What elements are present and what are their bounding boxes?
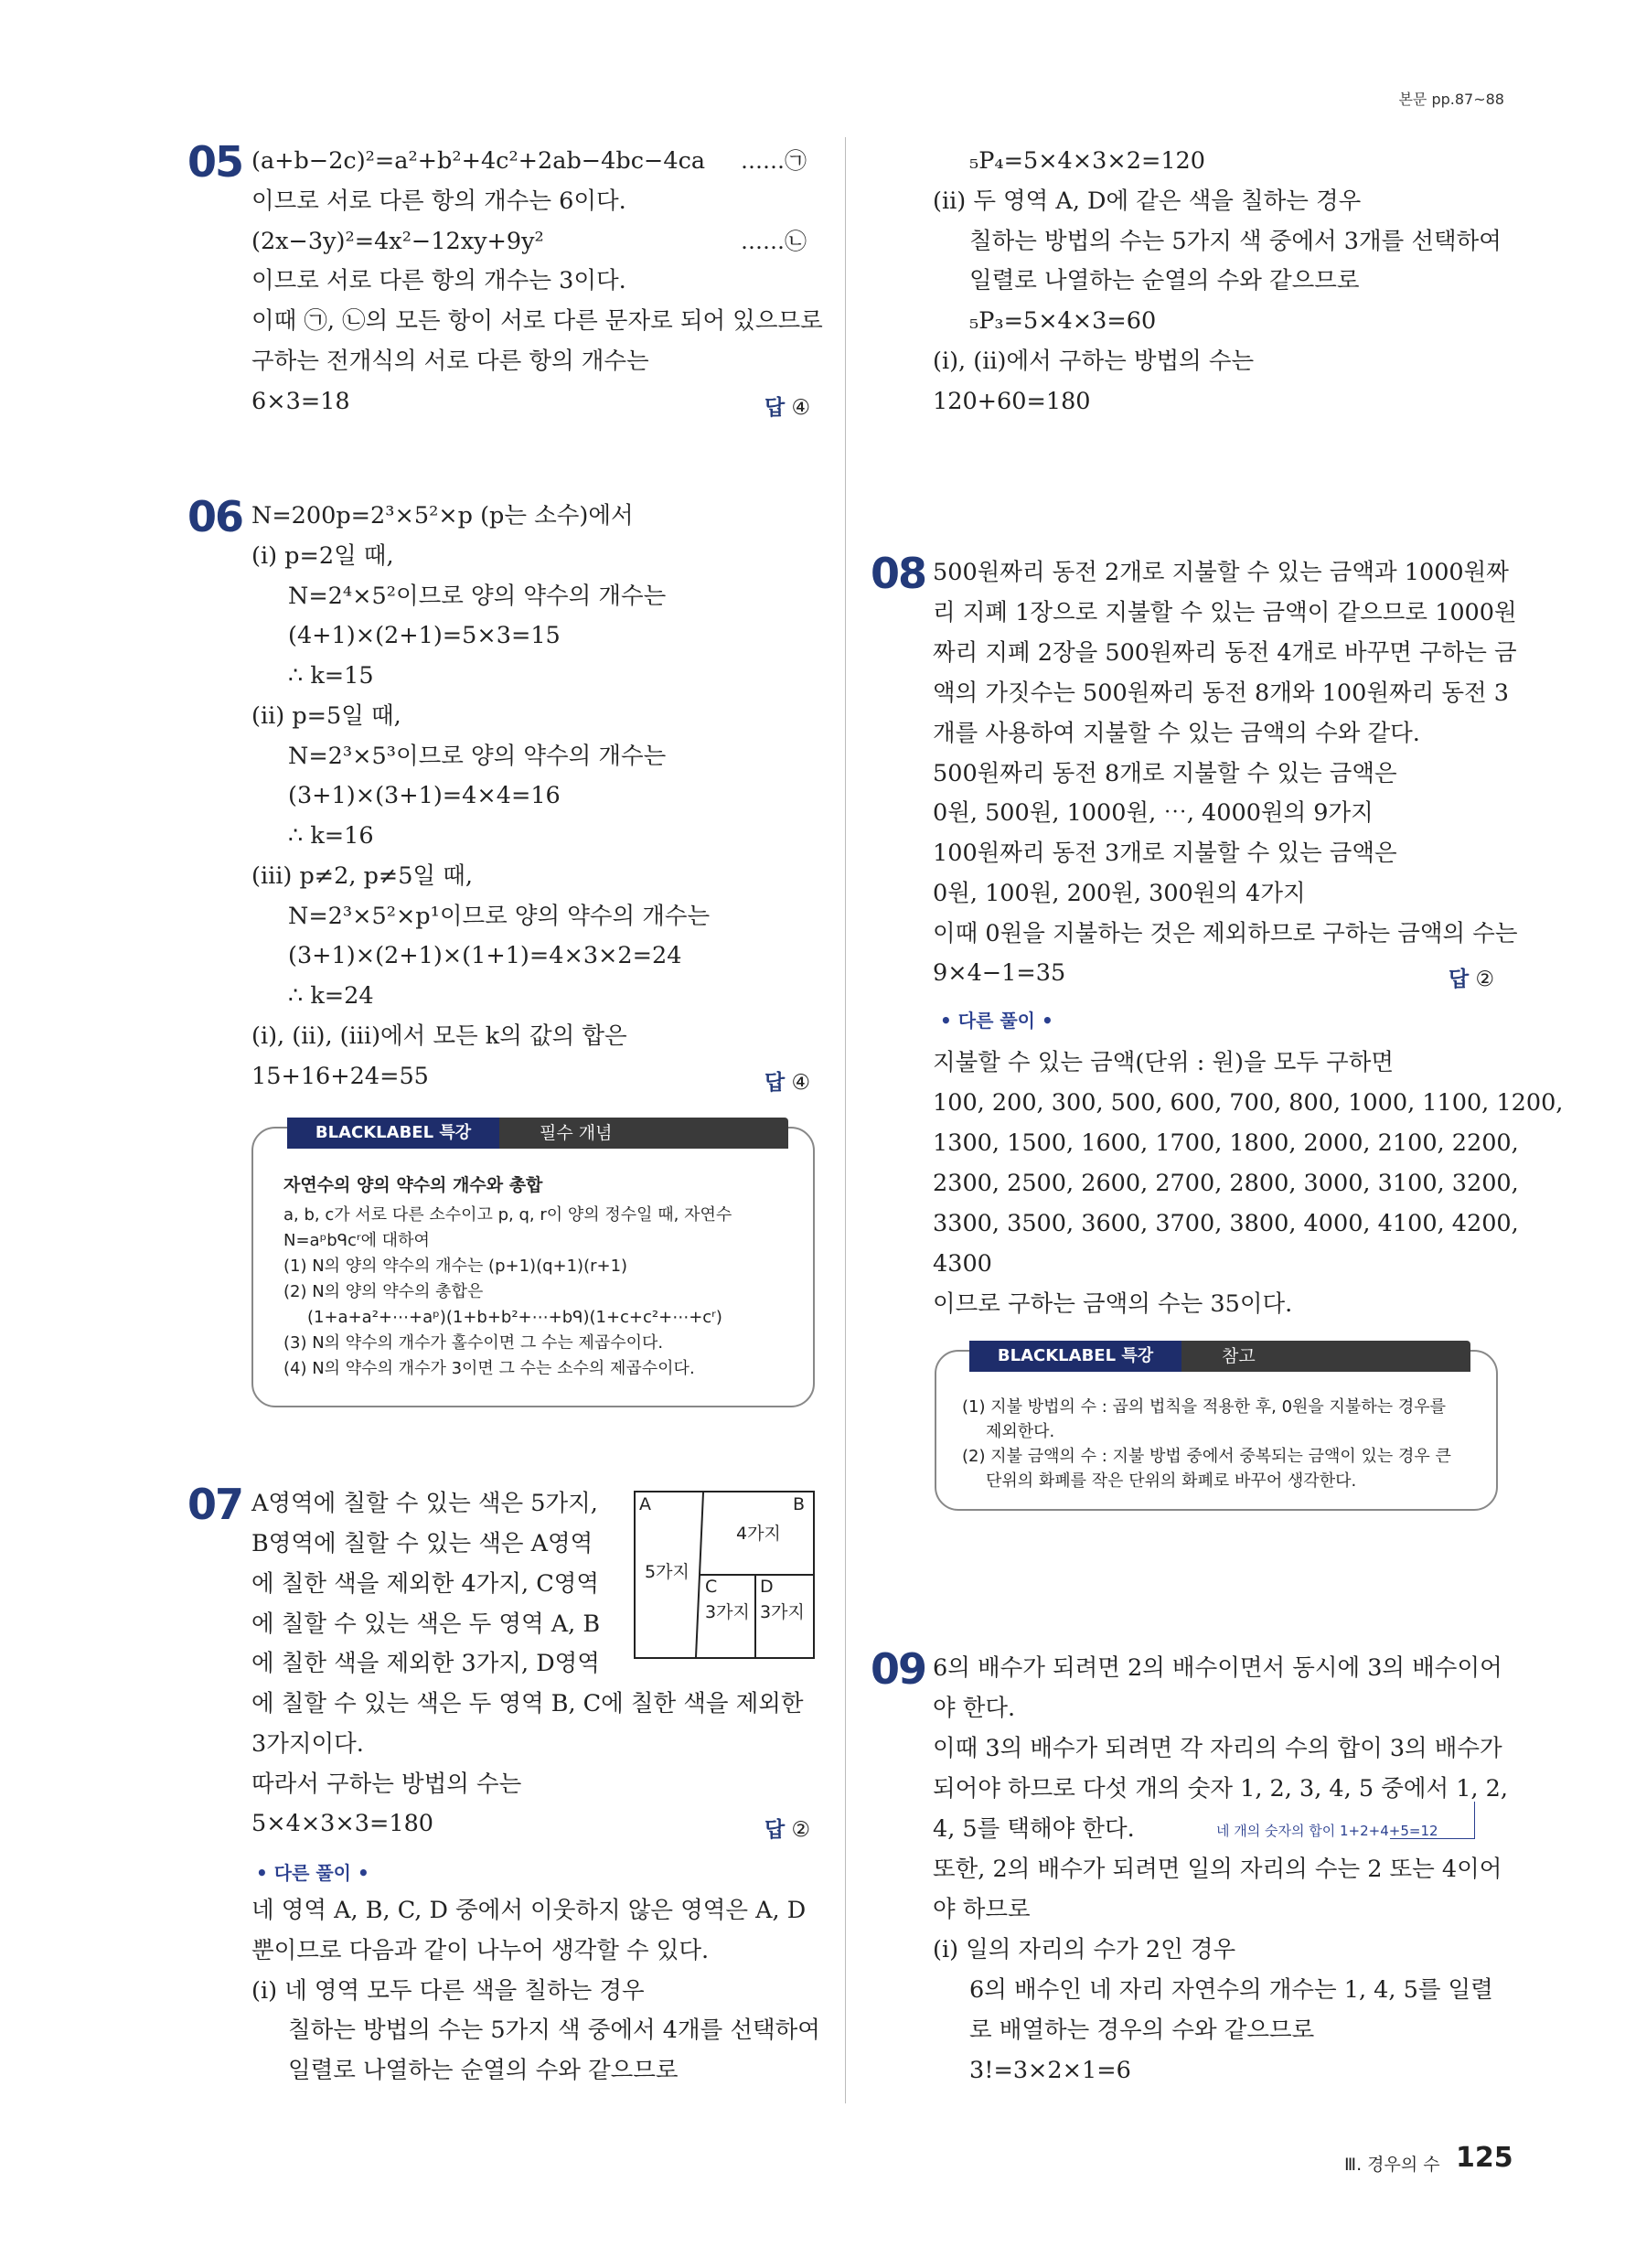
- box1-line-7: (4) N의 약수의 개수가 3이면 그 수는 소수의 제곱수이다.: [283, 1359, 695, 1378]
- p07-line-1: A영역에 칠할 수 있는 색은 5가지,: [251, 1490, 598, 1517]
- p08-line-10: 이때 0원을 지불하는 것은 제외하므로 구하는 금액의 수는: [933, 920, 1518, 947]
- box-tab-label: BLACKLABEL 특강: [969, 1341, 1181, 1372]
- p08-alt-solution-label: • 다른 풀이 •: [940, 1010, 1053, 1032]
- box1-line-5: (1+a+a²+⋯+aᵖ)(1+b+b²+⋯+bᑫ)(1+c+c²+⋯+cʳ): [307, 1308, 722, 1327]
- p05-line-4: 이므로 서로 다른 항의 개수는 3이다.: [251, 267, 626, 294]
- p09-line-1: 6의 배수가 되려면 2의 배수이면서 동시에 3의 배수이어: [933, 1654, 1502, 1682]
- page-reference: 본문 pp.87~88: [1398, 91, 1504, 108]
- p05-line-1: (a+b−2c)²=a²+b²+4c²+2ab−4bc−4ca: [251, 147, 706, 175]
- footer-chapter: Ⅲ. 경우의 수: [1344, 2155, 1440, 2175]
- p06-line-7: N=2³×5³이므로 양의 약수의 개수는: [288, 743, 667, 770]
- p06-line-11: N=2³×5²×p¹이므로 양의 약수의 개수는: [288, 903, 711, 930]
- right-line-4: 일렬로 나열하는 순열의 수와 같으므로: [969, 267, 1360, 294]
- p07-line-4: 에 칠할 수 있는 색은 두 영역 A, B: [251, 1610, 601, 1638]
- p08-line-3: 짜리 지폐 2장을 500원짜리 동전 4개로 바꾸면 구하는 금: [933, 639, 1517, 667]
- p09-line-6: 또한, 2의 배수가 되려면 일의 자리의 수는 2 또는 4이어: [933, 1856, 1502, 1883]
- p08-line-9: 0원, 100원, 200원, 300원의 4가지: [933, 880, 1306, 907]
- page-number: 125: [1456, 2142, 1513, 2174]
- box2-line-2: 제외한다.: [986, 1422, 1055, 1441]
- right-line-3: 칠하는 방법의 수는 5가지 색 중에서 3개를 선택하여: [969, 228, 1502, 255]
- p06-line-12: (3+1)×(2+1)×(1+1)=4×3×2=24: [288, 942, 682, 969]
- box1-line-1: a, b, c가 서로 다른 소수이고 p, q, r이 양의 정수일 때, 자연수: [283, 1205, 732, 1225]
- p07-alt-line-4: 칠하는 방법의 수는 5가지 색 중에서 4개를 선택하여: [288, 2017, 820, 2044]
- answer-label: 답: [1449, 968, 1470, 991]
- box2-line-4: 단위의 화폐를 작은 단위의 화폐로 바꾸어 생각한다.: [986, 1471, 1357, 1491]
- p09-line-10: 로 배열하는 경우의 수와 같으므로: [969, 2017, 1315, 2044]
- box2-line-1: (1) 지불 방법의 수 : 곱의 법칙을 적용한 후, 0원을 지불하는 경우를: [962, 1397, 1446, 1417]
- p05-line-3: (2x−3y)²=4x²−12xy+9y²: [251, 228, 544, 255]
- problem-number-06: 06: [187, 492, 243, 541]
- p05-line-6: 구하는 전개식의 서로 다른 항의 개수는: [251, 348, 649, 375]
- answer-label: 답: [764, 396, 786, 420]
- p08-alt-line-2: 100, 200, 300, 500, 600, 700, 800, 1000, 1100, 1200,: [933, 1089, 1564, 1117]
- p06-line-9: ∴ k=16: [288, 822, 374, 850]
- p08-line-5: 개를 사용하여 지불할 수 있는 금액의 수와 같다.: [933, 720, 1420, 747]
- p08-line-1: 500원짜리 동전 2개로 지불할 수 있는 금액과 1000원짜: [933, 559, 1509, 586]
- p05-line-7: 6×3=18: [251, 388, 350, 415]
- p09-line-2: 야 한다.: [933, 1695, 1016, 1722]
- box-tab-label: BLACKLABEL 특강: [287, 1118, 499, 1149]
- box1-line-4: (2) N의 양의 약수의 총합은: [283, 1282, 484, 1301]
- p07-line-3: 에 칠한 색을 제외한 4가지, C영역: [251, 1570, 599, 1598]
- box1-title: 자연수의 양의 약수의 개수와 총합: [283, 1175, 543, 1195]
- p08-answer: [1449, 962, 1494, 992]
- p09-line-7: 야 하므로: [933, 1896, 1031, 1923]
- p09-line-5: 4, 5를 택해야 한다.: [933, 1815, 1135, 1843]
- box1-line-6: (3) N의 약수의 개수가 홀수이면 그 수는 제곱수이다.: [283, 1333, 664, 1353]
- box-tab-subtitle: 참고: [1222, 1346, 1256, 1366]
- region-d-label: D: [760, 1577, 774, 1597]
- p05-line-2: 이므로 서로 다른 항의 개수는 6이다.: [251, 187, 626, 215]
- p08-alt-line-6: 4300: [933, 1250, 992, 1278]
- problem-number-05: 05: [187, 137, 243, 187]
- box1-line-2: N=aᵖbᑫcʳ에 대하여: [283, 1231, 430, 1250]
- p08-line-11: 9×4−1=35: [933, 959, 1066, 987]
- problem-number-07: 07: [187, 1480, 243, 1529]
- p07-alt-line-2: 뿐이므로 다음과 같이 나누어 생각할 수 있다.: [251, 1937, 710, 1964]
- answer-value: ④: [791, 1071, 811, 1095]
- p08-line-4: 액의 가짓수는 500원짜리 동전 8개와 100원짜리 동전 3: [933, 679, 1509, 707]
- p08-alt-line-5: 3300, 3500, 3600, 3700, 3800, 4000, 4100, 4200,: [933, 1210, 1519, 1237]
- right-line-2: (ⅱ) 두 영역 A, D에 같은 색을 칠하는 경우: [933, 187, 1362, 215]
- box2-line-3: (2) 지불 금액의 수 : 지불 방법 중에서 중복되는 금액이 있는 경우 큰: [962, 1447, 1451, 1466]
- region-b-label: B: [793, 1494, 806, 1514]
- p08-line-2: 리 지폐 1장으로 지불할 수 있는 금액이 같으므로 1000원: [933, 599, 1517, 626]
- region-d-count: 3가지: [760, 1602, 805, 1622]
- p06-line-15: 15+16+24=55: [251, 1063, 429, 1090]
- right-line-1: ₅P₄=5×4×3×2=120: [969, 147, 1206, 175]
- region-b-count: 4가지: [736, 1524, 781, 1544]
- p07-line-8: 따라서 구하는 방법의 수는: [251, 1771, 522, 1798]
- answer-label: 답: [764, 1071, 786, 1095]
- p07-line-5: 에 칠한 색을 제외한 3가지, D영역: [251, 1650, 600, 1677]
- region-diagram: [634, 1491, 815, 1659]
- p06-line-13: ∴ k=24: [288, 982, 374, 1010]
- right-line-6: (ⅰ), (ⅱ)에서 구하는 방법의 수는: [933, 348, 1255, 375]
- p07-alt-solution-label: • 다른 풀이 •: [256, 1862, 369, 1884]
- p08-line-7: 0원, 500원, 1000원, ⋯, 4000원의 9가지: [933, 799, 1374, 827]
- p05-answer: [764, 390, 810, 421]
- p07-line-2: B영역에 칠할 수 있는 색은 A영역: [251, 1530, 593, 1557]
- problem-number-09: 09: [871, 1644, 926, 1694]
- box-tab-subtitle: 필수 개념: [540, 1123, 613, 1143]
- p07-answer: [764, 1813, 810, 1843]
- p06-answer: [764, 1065, 810, 1096]
- p05-mark-1: ……㉠: [741, 148, 807, 174]
- p06-line-10: (ⅲ) p≠2, p≠5일 때,: [251, 862, 473, 890]
- p08-line-8: 100원짜리 동전 3개로 지불할 수 있는 금액은: [933, 840, 1397, 867]
- answer-value: ②: [1475, 968, 1495, 991]
- p07-alt-line-1: 네 영역 A, B, C, D 중에서 이웃하지 않은 영역은 A, D: [251, 1897, 807, 1924]
- answer-value: ④: [791, 396, 811, 420]
- p08-alt-line-7: 이므로 구하는 금액의 수는 35이다.: [933, 1290, 1293, 1318]
- p09-line-11: 3!=3×2×1=6: [969, 2057, 1131, 2084]
- p07-line-7: 3가지이다.: [251, 1730, 364, 1758]
- problem-number-08: 08: [871, 549, 926, 598]
- p06-line-8: (3+1)×(3+1)=4×4=16: [288, 782, 561, 809]
- p06-line-1: N=200p=2³×5²×p (p는 소수)에서: [251, 502, 634, 530]
- p08-alt-line-1: 지불할 수 있는 금액(단위 : 원)을 모두 구하면: [933, 1049, 1394, 1076]
- p06-line-4: (4+1)×(2+1)=5×3=15: [288, 622, 561, 649]
- p06-line-3: N=2⁴×5²이므로 양의 약수의 개수는: [288, 583, 667, 610]
- answer-value: ②: [791, 1818, 811, 1842]
- p06-line-5: ∴ k=15: [288, 662, 374, 690]
- p09-line-8: (ⅰ) 일의 자리의 수가 2인 경우: [933, 1936, 1236, 1963]
- region-c-count: 3가지: [705, 1602, 750, 1622]
- region-a-count: 5가지: [645, 1562, 690, 1582]
- p09-side-note: 네 개의 숫자의 합이 1+2+4+5=12: [1216, 1823, 1438, 1839]
- p07-line-9: 5×4×3×3=180: [251, 1810, 434, 1837]
- p07-line-6: 에 칠할 수 있는 색은 두 영역 B, C에 칠한 색을 제외한: [251, 1690, 804, 1717]
- p08-alt-line-3: 1300, 1500, 1600, 1700, 1800, 2000, 2100, 2200,: [933, 1129, 1519, 1157]
- p06-line-6: (ⅱ) p=5일 때,: [251, 702, 401, 730]
- p08-alt-line-4: 2300, 2500, 2600, 2700, 2800, 3000, 3100, 3200,: [933, 1170, 1519, 1197]
- p05-line-5: 이때 ㉠, ㉡의 모든 항이 서로 다른 문자로 되어 있으므로: [251, 307, 823, 335]
- p06-line-2: (ⅰ) p=2일 때,: [251, 542, 394, 570]
- p05-mark-2: ……㉡: [741, 229, 807, 254]
- p09-note-bracket: [1390, 1802, 1475, 1839]
- p08-line-6: 500원짜리 동전 8개로 지불할 수 있는 금액은: [933, 760, 1397, 787]
- p06-line-14: (ⅰ), (ⅱ), (ⅲ)에서 모든 k의 값의 합은: [251, 1022, 627, 1050]
- p07-alt-line-5: 일렬로 나열하는 순열의 수와 같으므로: [288, 2057, 679, 2084]
- region-c-label: C: [705, 1577, 718, 1597]
- p07-alt-line-3: (ⅰ) 네 영역 모두 다른 색을 칠하는 경우: [251, 1977, 645, 2005]
- p09-line-3: 이때 3의 배수가 되려면 각 자리의 수의 합이 3의 배수가: [933, 1735, 1502, 1762]
- answer-label: 답: [764, 1818, 786, 1842]
- right-line-5: ₅P₃=5×4×3=60: [969, 307, 1157, 335]
- p09-line-9: 6의 배수인 네 자리 자연수의 개수는 1, 4, 5를 일렬: [969, 1976, 1493, 2004]
- region-a-label: A: [639, 1494, 651, 1514]
- right-line-7: 120+60=180: [933, 388, 1091, 415]
- column-divider: [845, 137, 846, 2103]
- box1-line-3: (1) N의 양의 약수의 개수는 (p+1)(q+1)(r+1): [283, 1257, 628, 1276]
- p09-line-4: 되어야 하므로 다섯 개의 숫자 1, 2, 3, 4, 5 중에서 1, 2,: [933, 1775, 1508, 1803]
